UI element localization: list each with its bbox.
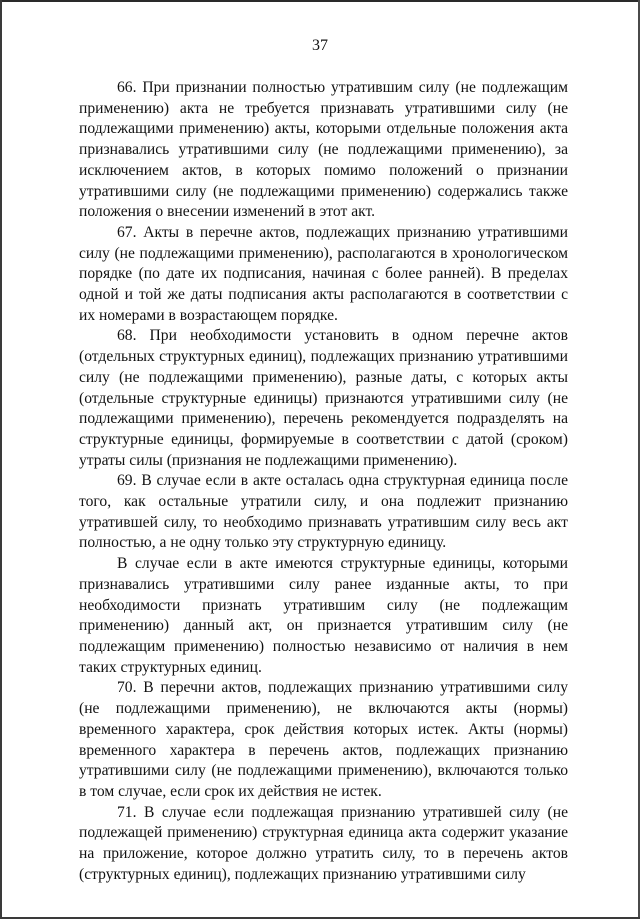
paragraph-69-continued: В случае если в акте имеются структурные единицы, которыми признавались утратившими силу ранее изданные акты, то при необходимости признать утратившим силу (не подлежащим применению) данный акт, он признается утратившим силу (не подлежащим применению) полностью независимо от наличия в нем таких структурных единиц.: [79, 555, 568, 676]
paragraph-69: 69. В случае если в акте осталась одна структурная единица после того, как остальные утратили силу, и она подлежит признанию утратившей силу, то необходимо признавать утратившим силу весь акт полностью, а не одну только эту структурную единицу.: [79, 472, 568, 552]
scan-edge-top: [0, 0, 640, 2]
document-body: [79, 78, 568, 885]
paragraph-66: 66. При признании полностью утратившим силу (не подлежащим применению) акта не требуется признавать утратившими силу (не подлежащими применению) акты, которыми отдельные положения акта признавались утратившими силу (не подлежащими применению), за исключением актов, в которых помимо положений о признании утратившими силу (не подлежащими применению) содержались также положения о внесении изменений в этот акт.: [79, 79, 568, 221]
paragraph-71: 71. В случае если подлежащая признанию утратившей силу (не подлежащей применению) структурная единица акта содержит указание на приложение, которое должно утратить силу, то в перечень актов (структурных единиц), подлежащих признанию утратившими силу: [79, 803, 568, 883]
scan-edge-left: [0, 0, 2, 919]
paragraph-70: 70. В перечни актов, подлежащих признанию утратившими силу (не подлежащими применению), не включаются акты (нормы) временного характера, срок действия которых истек. Акты (нормы) временного характера в перечень актов, подлежащих признанию утратившими силу (не подлежащими применению), включаются только в том случае, если срок их действия не истек.: [79, 679, 568, 800]
paragraph-67: 67. Акты в перечне актов, подлежащих признанию утратившими силу (не подлежащими применению), располагаются в хронологическом порядке (по дате их подписания, начиная с более ранней). В пределах одной и той же даты подписания акты располагаются в соответствии с их номерами в возрастающем порядке.: [79, 223, 568, 324]
paragraph-68: 68. При необходимости установить в одном перечне актов (отдельных структурных единиц), подлежащих признанию утратившими силу (не подлежащими применению), разные даты, с которых акты (отдельные структурные единицы) признаются утратившими силу (не подлежащими применению), перечень рекомендуется подразделять на структурные единицы, формируемые в соответствии с датой (сроком) утраты силы (признания не подлежащими применению).: [79, 327, 568, 469]
page-number: 37: [312, 37, 328, 54]
